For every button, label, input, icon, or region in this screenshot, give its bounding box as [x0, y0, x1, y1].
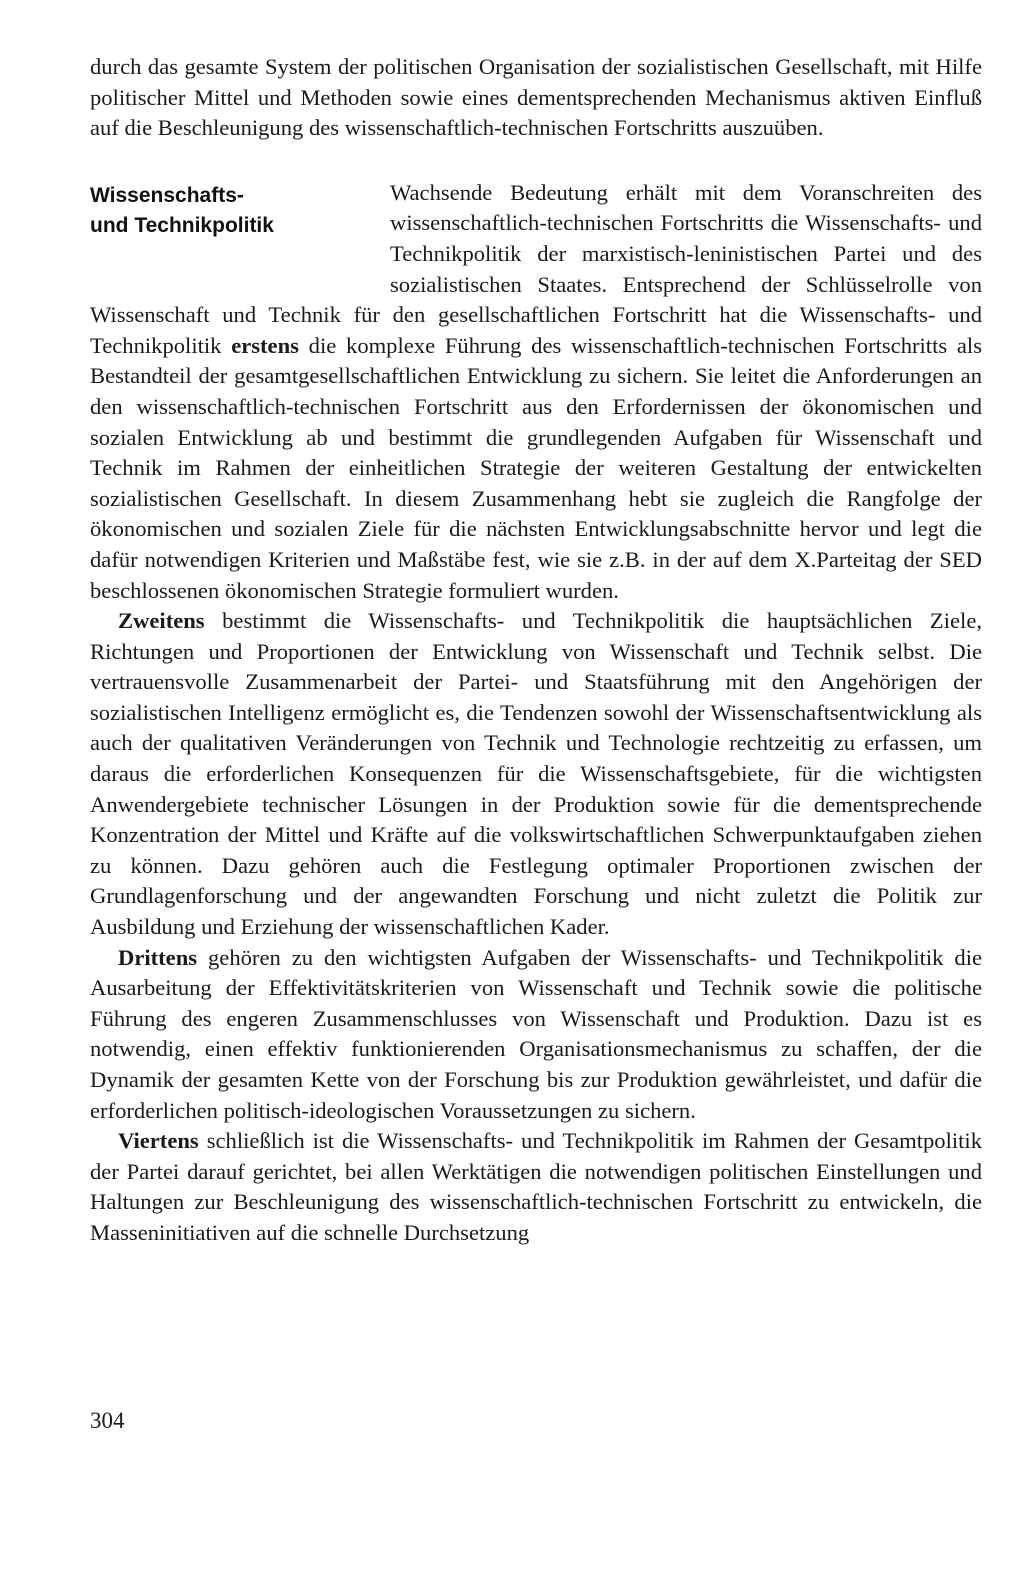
section-heading-line-1: Wissenschafts- — [90, 183, 244, 207]
page-content — [90, 52, 982, 1249]
paragraph-viertens-text: schließlich ist die Wissenschafts- und Technikpolitik im Rahmen der Gesamtpolitik der Partei darauf gerichtet, bei allen Werktätigen die notwendigen politischen Einstellungen und Haltungen zur Beschleunigung des wissenschaftlich-technischen Fortschritt zu entwickeln, die Masseninitiativen auf die schnelle Durchsetzung — [90, 1128, 982, 1245]
section-heading — [90, 178, 390, 273]
paragraph-drittens — [90, 943, 982, 1127]
paragraph-drittens-text: gehören zu den wichtigsten Aufgaben der Wissenschafts- und Technikpolitik die Ausarbeitung der Effektivitätskriterien von Wissenschaft und Technik sowie die politische Führung des engeren Zusammenschlusses von Wissenschaft und Produktion. Dazu ist es notwendig, einen effektiv funktionierenden Organisationsmechanismus zu schaffen, der die Dynamik der gesamten Kette von der Forschung bis zur Produktion gewährleistet, und dafür die erforderlichen politisch-ideologischen Voraussetzungen zu sichern. — [90, 944, 982, 1123]
keyword-erstens: erstens — [231, 332, 299, 358]
paragraph-zweitens-text: bestimmt die Wissenschafts- und Technikpolitik die hauptsächlichen Ziele, Richtungen und Proportionen der Entwicklung von Wissenschaft und Technik selbst. Die vertrauensvolle Zusammenarbeit der Partei- und Staatsführung mit den Angehörigen der sozialistischen Intelligenz ermöglicht es, die Tendenzen sowohl der Wissenschaftsentwicklung als auch der qualitativen Veränderungen von Technik und Technologie rechtzeitig zu erfassen, um daraus die erforderlichen Konsequenzen für die Wissenschaftsgebiete, für die wichtigsten Anwendergebiete technischer Lösungen in der Produktion sowie für die dementsprechende Konzentration der Mittel und Kräfte auf die volkswirtschaftlichen Schwerpunktaufgaben ziehen zu können. Dazu gehören auch die Festlegung optimaler Proportionen zwischen der Grundlagenforschung und der angewandten Forschung und nicht zuletzt die Politik zur Ausbildung und Erziehung der wissenschaftlichen Kader. — [90, 608, 982, 940]
keyword-zweitens: Zweitens — [118, 608, 205, 634]
paragraph-zweitens — [90, 606, 982, 943]
page-number: 304 — [90, 1408, 125, 1433]
paragraph-viertens — [90, 1126, 982, 1248]
intro-paragraph: durch das gesamte System der politischen Organisation der sozialistischen Gesellschaft, mit Hilfe politischer Mittel und Methoden sowie eines dementsprechenden Mechanismus aktiven Einfluß auf die Beschleunigung des wissenschaftlich-technischen Fortschritts auszuüben. — [90, 54, 982, 141]
keyword-viertens: Viertens — [118, 1128, 199, 1154]
section-heading-line-2: und Technikpolitik — [90, 214, 274, 238]
paragraph-erstens-text-a: Wachsende Bedeutung erhält mit dem Voranschreiten des wissenschaftlich-technischen Fortschritts die Wissenschafts- und Technikpolitik der marxistisch-leninistischen Partei und des sozialistischen Staates. Entsprechend der Schlüsselrolle von Wissenschaft und Technik für den gesellschaftlichen Fortschritt hat die Wissenschafts- und Technikpolitik — [90, 179, 982, 358]
section-wissenschafts-und-technikpolitik — [90, 178, 982, 1249]
paragraph-erstens-text-b: die komplexe Führung des wissenschaftlich-technischen Fortschritts als Bestandteil der gesamtgesellschaftlichen Entwicklung zu sichern. Sie leitet die Anforderungen an den wissenschaftlich-technischen Fortschritt aus den Erfordernissen der ökonomischen und sozialen Entwicklung ab und bestimmt die grundlegenden Aufgaben für Wissenschaft und Technik im Rahmen der einheitlichen Strategie der weiteren Gestaltung der entwickelten sozialistischen Gesellschaft. In diesem Zusammenhang hebt sie zugleich die Rangfolge der ökonomischen und sozialen Ziele für die nächsten Entwicklungsabschnitte hervor und legt die dafür notwendigen Kriterien und Maßstäbe fest, wie sie z.B. in der auf dem X.Parteitag der SED beschlossenen ökonomischen Strategie formuliert wurden. — [90, 332, 982, 603]
keyword-drittens: Drittens — [118, 944, 198, 970]
